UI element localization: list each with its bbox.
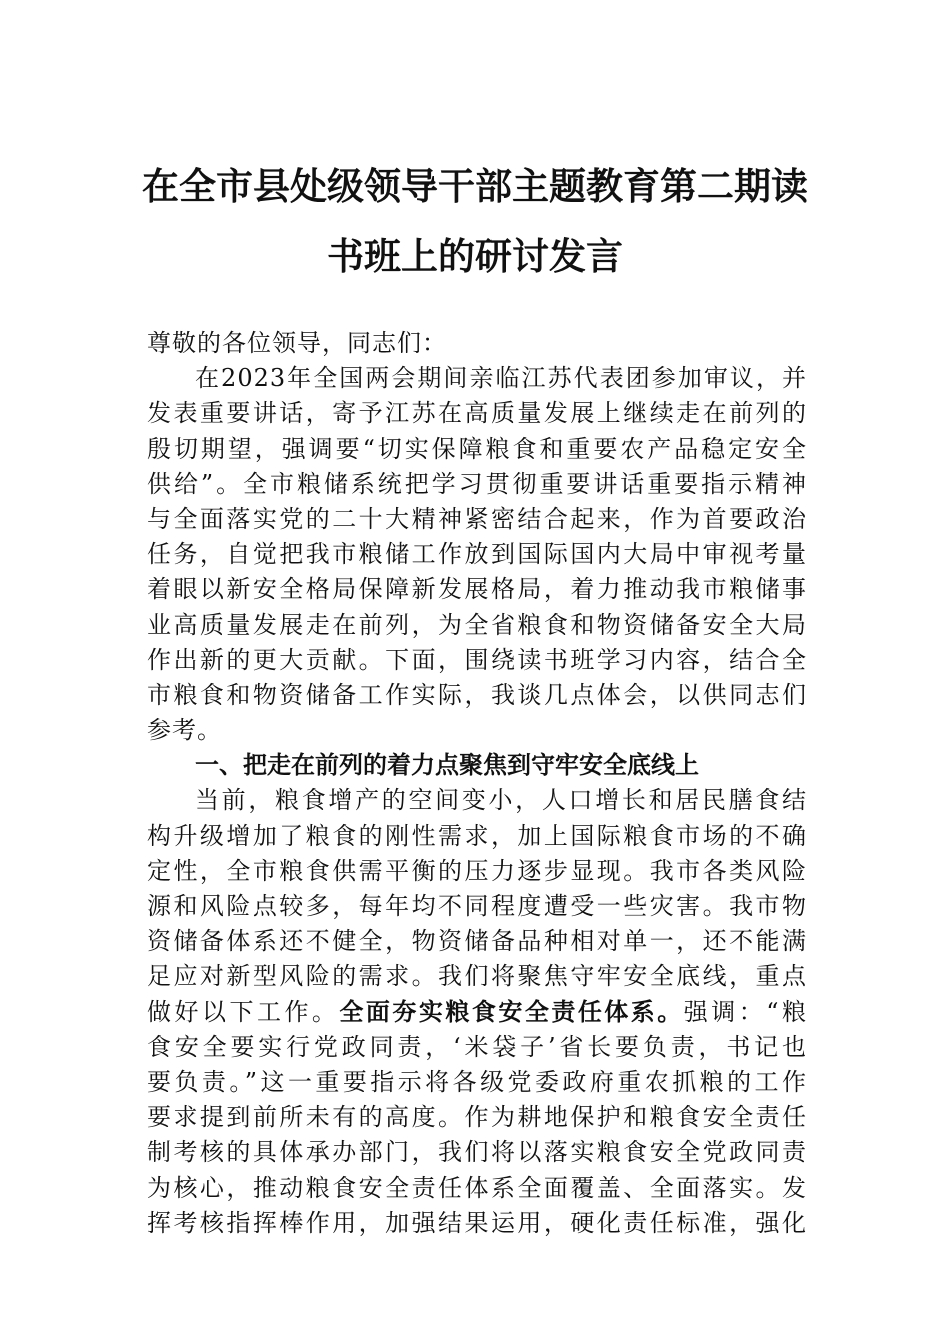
paragraph-line: 食安全要实行党政同责，‘米袋子’省长要负责，书记也 xyxy=(147,1032,807,1061)
document-body xyxy=(147,326,807,1241)
salutation: 尊敬的各位领导，同志们： xyxy=(147,329,447,357)
paragraph-line: 资储备体系还不健全，物资储备品种相对单一，还不能满 xyxy=(147,927,807,956)
line-text: 强调：“粮 xyxy=(683,997,808,1026)
paragraph-line: 为核心，推动粮食安全责任体系全面覆盖、全面落实。发 xyxy=(147,1173,807,1202)
paragraph-line: 参考。 xyxy=(147,716,222,745)
paragraph-line: 源和风险点较多，每年均不同程度遭受一些灾害。我市物 xyxy=(147,892,807,920)
section-heading: 一、把走在前列的着力点聚焦到守牢安全底线上 xyxy=(195,751,699,780)
paragraph-line: 殷切期望，强调要“切实保障粮食和重要农产品稳定安全 xyxy=(147,434,807,463)
paragraph-line: 当前，粮食增产的空间变小，人口增长和居民膳食结 xyxy=(195,786,807,815)
paragraph-line: 着眼以新安全格局保障新发展格局，着力推动我市粮储事 xyxy=(147,575,807,604)
document-title-line-2: 书班上的研讨发言 xyxy=(327,234,623,278)
paragraph-line: 任务，自觉把我市粮储工作放到国际国内大局中审视考量 xyxy=(147,540,807,569)
paragraph-line: 构升级增加了粮食的刚性需求，加上国际粮食市场的不确 xyxy=(147,821,807,850)
paragraph-line: 在2023年全国两会期间亲临江苏代表团参加审议，并 xyxy=(195,364,807,393)
line-text: 做好以下工作。 xyxy=(147,997,340,1026)
paragraph-line: 发表重要讲话，寄予江苏在高质量发展上继续走在前列的 xyxy=(147,399,807,428)
paragraph-line: 要求提到前所未有的高度。作为耕地保护和粮食安全责任 xyxy=(147,1103,807,1132)
paragraph-line: 定性，全市粮食供需平衡的压力逐步显现。我市各类风险 xyxy=(147,856,807,885)
paragraph-line: 供给”。全市粮储系统把学习贯彻重要讲话重要指示精神 xyxy=(147,469,807,498)
paragraph-line: 足应对新型风险的需求。我们将聚焦守牢安全底线，重点 xyxy=(147,962,807,991)
bold-subheading: 全面夯实粮食安全责任体系。 xyxy=(339,997,684,1026)
paragraph-line: 市粮食和物资储备工作实际，我谈几点体会，以供同志们 xyxy=(147,680,807,709)
paragraph-line: 要负责。”这一重要指示将各级党委政府重农抓粮的工作 xyxy=(147,1067,807,1096)
paragraph-line: 作出新的更大贡献。下面，围绕读书班学习内容，结合全 xyxy=(147,645,807,674)
document-title-line-1: 在全市县处级领导干部主题教育第二期读 xyxy=(142,164,808,208)
paragraph-line-mixed xyxy=(147,995,807,1030)
paragraph-line: 挥考核指挥棒作用，加强结果运用，硬化责任标准，强化 xyxy=(147,1208,807,1237)
paragraph-line: 制考核的具体承办部门，我们将以落实粮食安全党政同责 xyxy=(147,1138,807,1167)
paragraph-line: 业高质量发展走在前列，为全省粮食和物资储备安全大局 xyxy=(147,610,807,639)
paragraph-line: 与全面落实党的二十大精神紧密结合起来，作为首要政治 xyxy=(147,504,807,533)
